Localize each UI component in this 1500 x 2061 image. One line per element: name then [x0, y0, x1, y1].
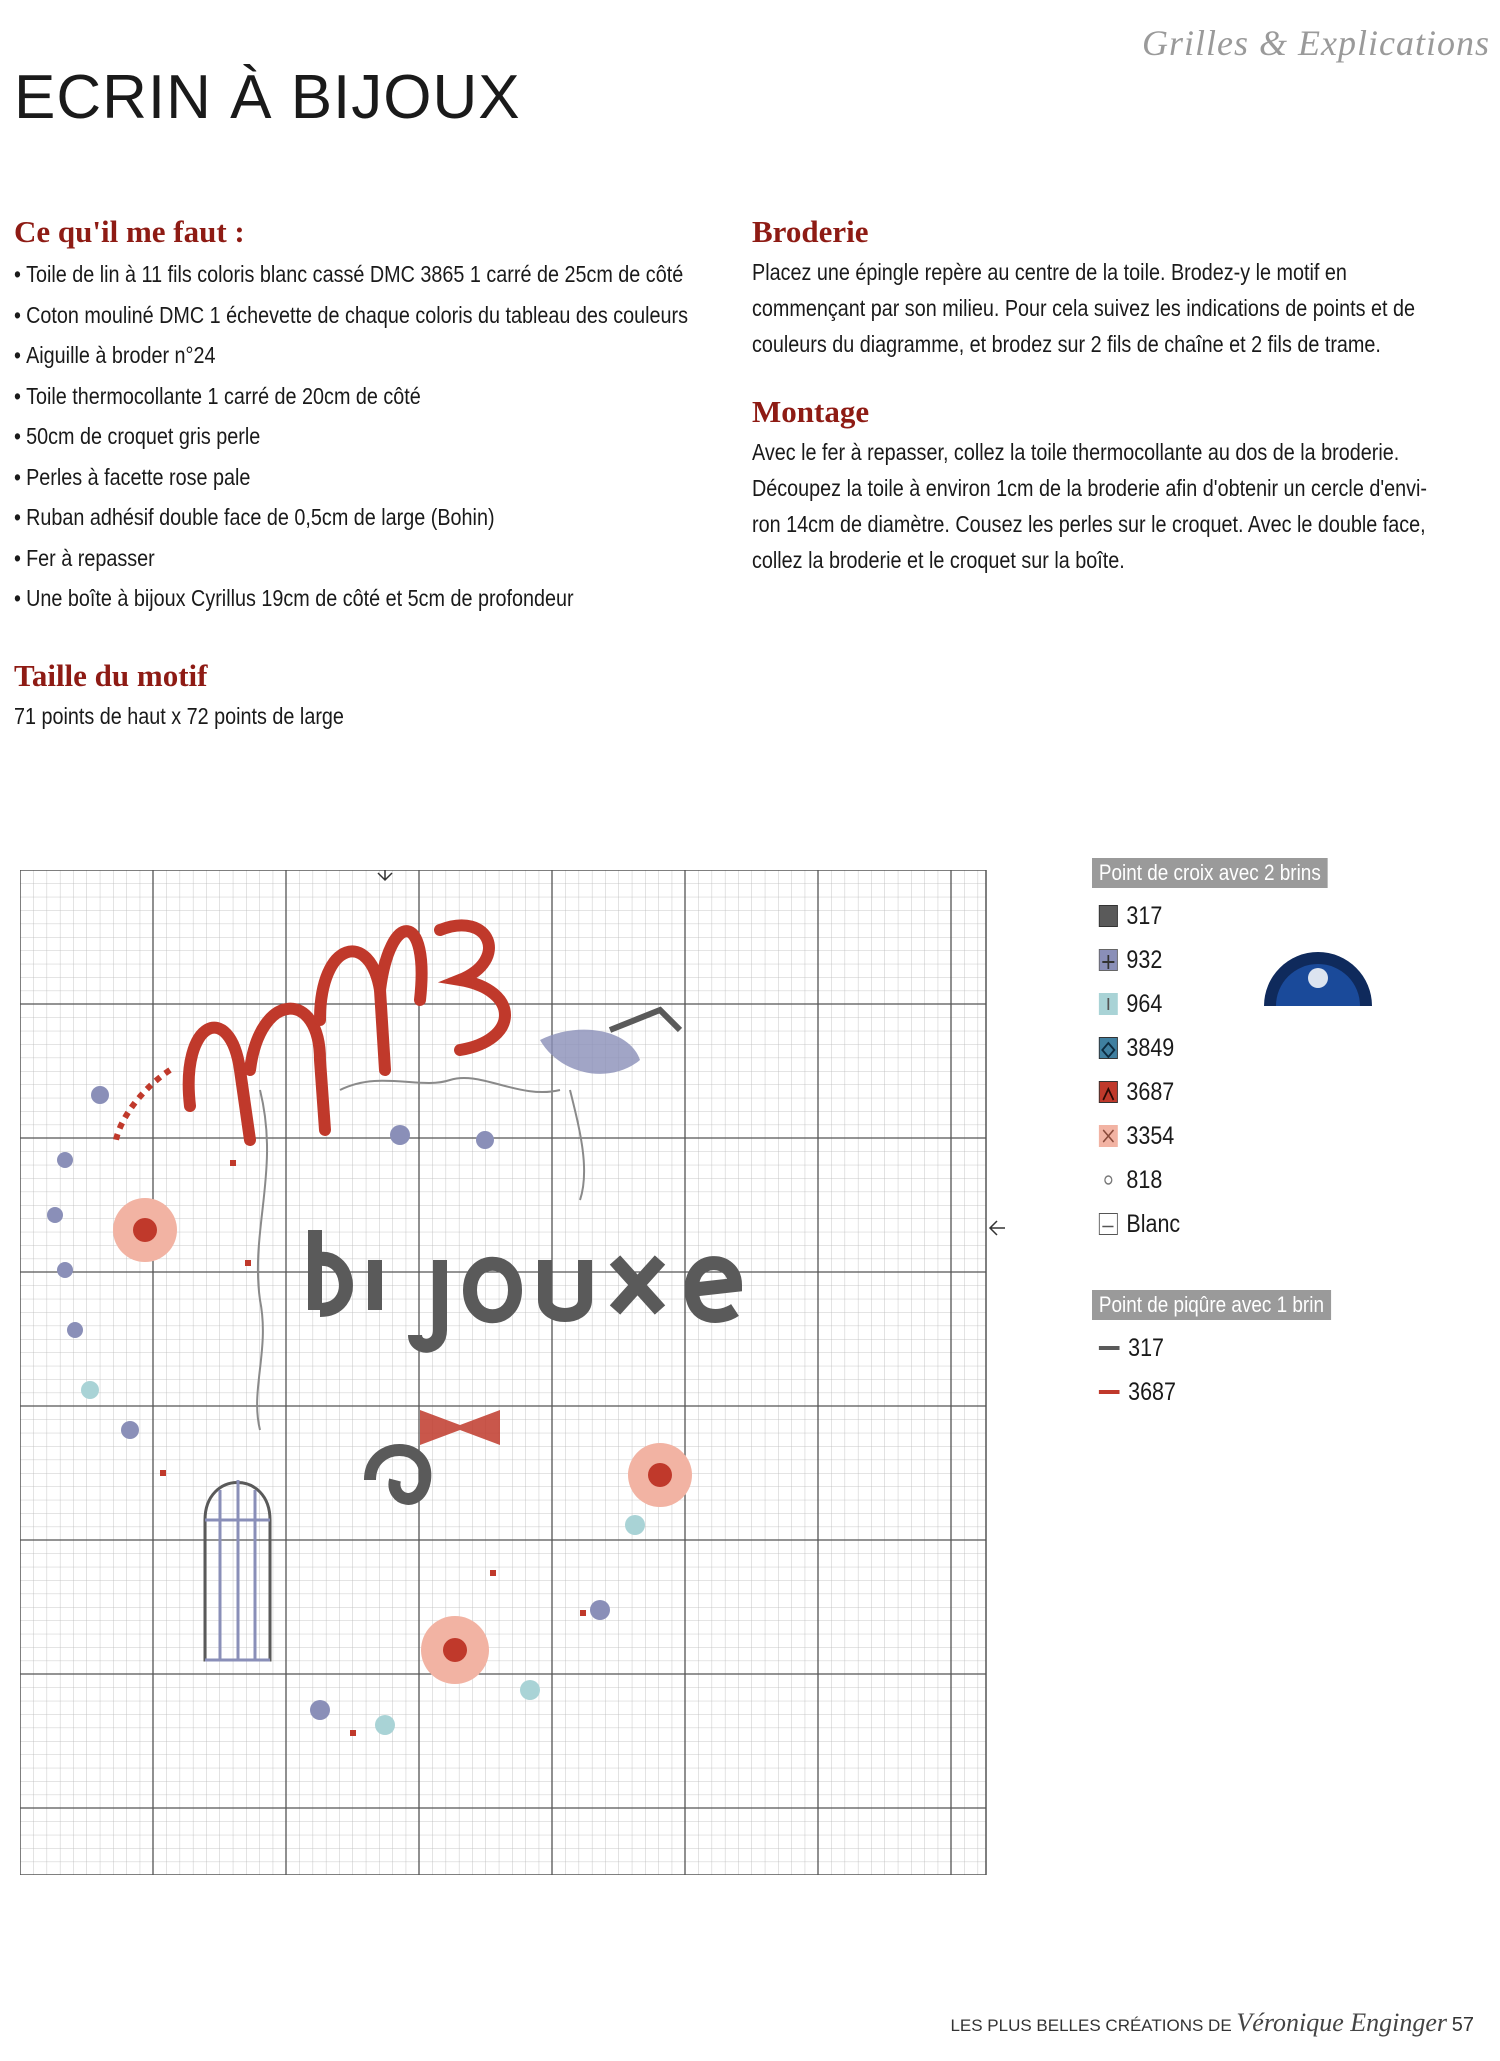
swatch-solid-icon [1099, 905, 1118, 927]
list-item: • 50cm de croquet gris perle [14, 416, 607, 457]
materials-list [14, 254, 704, 619]
swatch-caret-icon [1099, 1081, 1118, 1103]
text-line: Avec le fer à repasser, collez la toile thermocollante au dos de la broderie. [752, 439, 1400, 465]
swatch-circle-icon [1099, 1169, 1118, 1191]
legend-row [1092, 1202, 1376, 1246]
text-line: couleurs du diagramme, et brodez sur 2 fils de chaîne et 2 fils de trame. [752, 331, 1381, 357]
materials-section [14, 214, 704, 619]
legend-row [1092, 1326, 1376, 1370]
size-heading: Taille du motif [14, 658, 208, 693]
motif-flower [113, 1198, 177, 1262]
text-line: Découpez la toile à environ 1cm de la broderie afin d'obtenir un cercle d'envi- [752, 475, 1427, 501]
dmc-logo [1258, 926, 1378, 1021]
legend-row [1092, 1158, 1376, 1202]
cross-stitch-heading: Point de croix avec 2 brins [1092, 858, 1328, 888]
legend-code: 818 [1126, 1165, 1163, 1194]
section-tag: Grilles & Explications [1142, 23, 1490, 63]
motif-flower [628, 1443, 692, 1507]
swatch-cross-icon [1099, 1125, 1118, 1147]
legend-code: 964 [1126, 989, 1163, 1018]
list-item: • Fer à repasser [14, 538, 607, 579]
legend-row [1092, 1114, 1376, 1158]
instructions-section [752, 214, 1472, 578]
legend-code: Blanc [1126, 1209, 1181, 1238]
center-arrow-right [990, 1221, 1005, 1235]
list-item: • Perles à facette rose pale [14, 457, 607, 498]
legend-row [1092, 1026, 1376, 1070]
swatch-plus-icon [1099, 949, 1118, 971]
swatch-dash-icon [1099, 1213, 1118, 1235]
broderie-text [752, 254, 1470, 362]
montage-heading: Montage [752, 394, 870, 429]
page-number: 57 [1451, 2014, 1474, 2036]
list-item: • Aiguille à broder n°24 [14, 335, 607, 376]
legend-code: 3687 [1128, 1377, 1176, 1406]
list-item: • Toile thermocollante 1 carré de 20cm de côté [14, 376, 607, 417]
size-text: 71 points de haut x 72 points de large [14, 703, 344, 729]
text-line: collez la broderie et le croquet sur la boîte. [752, 547, 1125, 573]
broderie-heading: Broderie [752, 214, 869, 249]
legend-code: 3849 [1126, 1033, 1175, 1062]
legend-code: 3354 [1126, 1121, 1175, 1150]
footer [950, 2008, 1474, 2038]
chart-svg [20, 870, 1030, 1875]
legend-code: 3687 [1126, 1077, 1175, 1106]
backstitch-line-icon [1099, 1346, 1120, 1350]
legend-code: 317 [1126, 901, 1163, 930]
legend-row [1092, 1370, 1376, 1414]
legend-row [1092, 1070, 1376, 1114]
backstitch-heading: Point de piqûre avec 1 brin [1092, 1290, 1331, 1320]
legend-code: 317 [1128, 1333, 1164, 1362]
author-signature: Véronique Enginger [1236, 2008, 1448, 2037]
list-item: • Toile de lin à 11 fils coloris blanc cassé DMC 3865 1 carré de 25cm de côté [14, 254, 607, 295]
text-line: Placez une épingle repère au centre de la toile. Brodez-y le motif en [752, 259, 1347, 285]
backstitch-line-icon [1099, 1390, 1120, 1394]
list-item: • Coton mouliné DMC 1 échevette de chaque coloris du tableau des couleurs [14, 295, 607, 336]
page-title: ECRIN À BIJOUX [14, 63, 521, 132]
list-item: • Une boîte à bijoux Cyrillus 19cm de côté et 5cm de profondeur [14, 578, 607, 619]
legend-code: 932 [1126, 945, 1163, 974]
text-line: commençant par son milieu. Pour cela suivez les indications de points et de [752, 295, 1415, 321]
list-item: • Ruban adhésif double face de 0,5cm de large (Bohin) [14, 497, 607, 538]
swatch-bar-icon [1099, 993, 1118, 1015]
materials-heading: Ce qu'il me faut : [14, 214, 245, 249]
footer-prefix: LES PLUS BELLES CRÉATIONS DE [950, 2016, 1232, 2035]
dmc-logo-svg [1258, 926, 1378, 1016]
size-section [14, 658, 614, 734]
montage-text [752, 434, 1470, 578]
text-line: ron 14cm de diamètre. Cousez les perles sur le croquet. Avec le double face, [752, 511, 1426, 537]
motif-flower [421, 1616, 489, 1684]
montage-block [752, 394, 1472, 578]
backstitch-list [1092, 1326, 1422, 1414]
cross-stitch-chart [20, 870, 986, 1875]
swatch-diamond-icon [1099, 1037, 1118, 1059]
